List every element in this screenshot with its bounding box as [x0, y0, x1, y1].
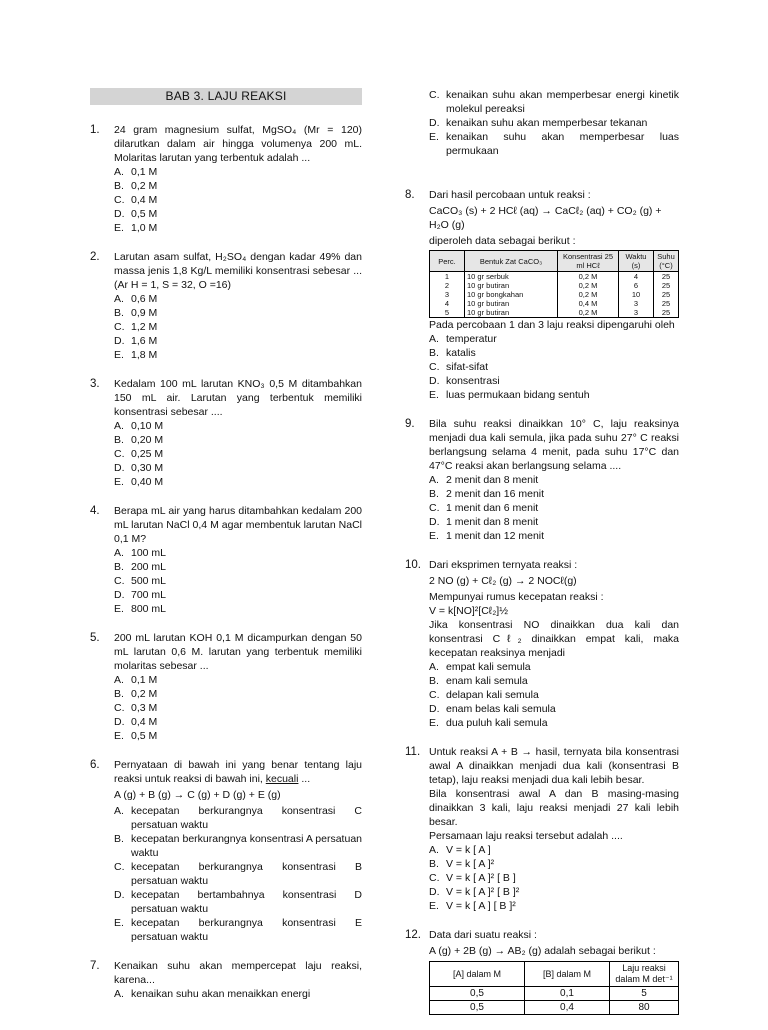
option-a[interactable]: A. 0,6 M	[114, 293, 158, 305]
question-number: 11.	[405, 746, 421, 758]
question-5	[90, 631, 362, 743]
table-row: 3 10 gr bongkahan 0,2 M 10 25	[430, 290, 679, 299]
option-c[interactable]: C. V = k [ A ]² [ B ]	[429, 872, 516, 884]
options	[429, 660, 679, 730]
option-e[interactable]: E. 0,40 M	[114, 476, 164, 488]
reaction-equation: CaCO₃ (s) + 2 HCℓ (aq) → CaCℓ₂ (aq) + CO₂ (g) + H₂O (g)	[429, 205, 662, 231]
option-b[interactable]: B. katalis	[429, 347, 476, 359]
option-b[interactable]: B. 0,2 M	[114, 688, 158, 700]
reaction-equation: A (g) + 2B (g) → AB₂ (g) adalah sebagai berikut :	[429, 945, 656, 957]
option-e[interactable]: E. luas permukaan bidang sentuh	[429, 389, 590, 401]
option-d[interactable]: D. kecepatan bertambahnya konsentrasi D persatuan waktu	[114, 889, 362, 915]
option-d[interactable]: D. V = k [ A ]² [ B ]²	[429, 886, 520, 898]
question-stem: Berapa mL air yang harus ditambahkan kedalam 200 mL larutan NaCl 0,4 M agar membentuk larutan NaCl 0,1 M?	[114, 505, 362, 545]
rate-law: V = k[NO]²[Cℓ₂]½	[429, 605, 508, 617]
question-stem: Dari eksprimen ternyata reaksi :	[429, 559, 578, 571]
question-stem: Dari hasil percobaan untuk reaksi :	[429, 189, 591, 201]
table-row: 0,5 0,4 80	[430, 1001, 679, 1015]
question-number: 10.	[405, 559, 421, 571]
left-column	[90, 88, 362, 1016]
option-d[interactable]: D. 0,5 M	[114, 208, 158, 220]
table-header: Perc.	[430, 251, 465, 272]
question-stem-3: Persamaan laju reaksi tersebut adalah ....	[429, 830, 623, 842]
table-header: [B] dalam M	[525, 962, 610, 987]
question-number: 3.	[90, 378, 100, 390]
question-stem-3: Jika konsentrasi NO dinaikkan dua kali dan konsentrasi Cℓ₂ dinaikkan empat kali, maka kecepatan reaksinya menjadi	[429, 619, 679, 659]
option-d[interactable]: D. 700 mL	[114, 589, 167, 601]
question-9	[405, 417, 679, 543]
question-stem: Data dari suatu reaksi :	[429, 929, 537, 941]
table-header: Suhu (°C)	[654, 251, 679, 272]
option-c[interactable]: C. 0,25 M	[114, 448, 164, 460]
option-d[interactable]: D. konsentrasi	[429, 375, 500, 387]
options	[114, 804, 362, 944]
question-1	[90, 123, 362, 235]
reaction-equation: A (g) + B (g) → C (g) + D (g) + E (g)	[114, 789, 281, 801]
option-e[interactable]: E. 1 menit dan 12 menit	[429, 530, 545, 542]
question-stem: Kenaikan suhu akan mempercepat laju reaksi, karena...	[114, 960, 362, 986]
question-11	[405, 745, 679, 913]
options	[114, 987, 362, 1001]
option-a[interactable]: A. kecepatan berkurangnya konsentrasi C persatuan waktu	[114, 805, 362, 831]
option-c[interactable]: C. 500 mL	[114, 575, 167, 587]
question-number: 5.	[90, 632, 100, 644]
question-stem: Bila suhu reaksi dinaikkan 10° C, laju reaksinya menjadi dua kali semula, jika pada suhu 27° C reaksi berlangsung selama 4 menit, pada suhu 17°C dan 47°C reaksi akan berlangsung selama ....	[429, 418, 679, 472]
option-b[interactable]: B. 0,20 M	[114, 434, 164, 446]
option-b[interactable]: B. kecepatan berkurangnya konsentrasi A persatuan waktu	[114, 833, 362, 859]
option-a[interactable]: A. kenaikan suhu akan menaikkan energi	[114, 988, 311, 1000]
question-stem: Larutan asam sulfat, H₂SO₄ dengan kadar 49% dan massa jenis 1,8 Kg/L memiliki konsentrasi sebesar ... (Ar H = 1, S = 32, O =16)	[114, 251, 362, 291]
question-stem: 24 gram magnesium sulfat, MgSO₄ (Mr = 120) dilarutkan dalam air hingga volumenya 200 mL. Molaritas larutan yang terbentuk adalah ...	[114, 124, 362, 164]
question-number: 8.	[405, 189, 415, 201]
option-d[interactable]: D. 1 menit dan 8 menit	[429, 516, 539, 528]
question-4	[90, 504, 362, 616]
table-row: 0,5 0,1 5	[430, 987, 679, 1001]
option-d[interactable]: D. 0,30 M	[114, 462, 164, 474]
question-stem-2: Bila konsentrasi awal A dan B masing-masing dinaikkan 3 kali, laju reaksi menjadi 27 kali lebih besar.	[429, 788, 679, 828]
question-number: 7.	[90, 960, 100, 972]
table-header-row	[430, 251, 679, 272]
question-stem: Kedalam 100 mL larutan KNO₃ 0,5 M ditambahkan 150 mL air. Larutan yang terbentuk memiliki konsentrasi sebesar ....	[114, 378, 362, 418]
question-number: 4.	[90, 505, 100, 517]
table-row: 4 10 gr butiran 0,4 M 3 25	[430, 299, 679, 308]
question-6	[90, 758, 362, 944]
question-number: 9.	[405, 418, 415, 430]
option-e[interactable]: E. dua puluh kali semula	[429, 717, 548, 729]
options	[114, 673, 362, 743]
option-a[interactable]: A. 2 menit dan 8 menit	[429, 474, 539, 486]
option-d[interactable]: D. kenaikan suhu akan memperbesar tekanan	[429, 117, 648, 129]
option-c[interactable]: C. 0,4 M	[114, 194, 158, 206]
option-e[interactable]: E. kenaikan suhu akan memperbesar luas permukaan	[429, 131, 679, 157]
table-row: 2 10 gr butiran 0,2 M 6 25	[430, 281, 679, 290]
table-header: Laju reaksi dalam M det⁻¹	[610, 962, 679, 987]
experiment-table	[429, 250, 679, 318]
options	[114, 165, 362, 235]
option-b[interactable]: B. 0,2 M	[114, 180, 158, 192]
option-e[interactable]: E. 800 mL	[114, 603, 167, 615]
question-number: 1.	[90, 124, 100, 136]
emphasis-kecuali: kecuali	[265, 773, 299, 785]
option-a[interactable]: A. 0,1 M	[114, 166, 158, 178]
question-number: 2.	[90, 251, 100, 263]
options	[429, 88, 679, 158]
options	[429, 843, 679, 913]
options	[429, 332, 679, 402]
right-column	[405, 88, 679, 1030]
option-e[interactable]: E. 0,5 M	[114, 730, 158, 742]
option-b[interactable]: B. 200 mL	[114, 561, 167, 573]
table-header: Waktu (s)	[619, 251, 654, 272]
options	[114, 419, 362, 489]
option-b[interactable]: B. V = k [ A ]²	[429, 858, 495, 870]
chapter-title: BAB 3. LAJU REAKSI	[90, 88, 362, 105]
table-row: 5 10 gr butiran 0,2 M 3 25	[430, 308, 679, 318]
table-row: 1 10 gr serbuk 0,2 M 4 25	[430, 272, 679, 282]
table-header-row	[430, 962, 679, 987]
reaction-equation: 2 NO (g) + Cℓ₂ (g) → 2 NOCℓ(g)	[429, 575, 577, 587]
question-10	[405, 558, 679, 730]
option-e[interactable]: E. 1,0 M	[114, 222, 158, 234]
question-stem-2: Mempunyai rumus kecepatan reaksi :	[429, 591, 604, 603]
question-stem: Untuk reaksi A + B → hasil, ternyata bila konsentrasi awal A dinaikkan menjadi dua kali (konsentrasi B tetap), laju reaksi menjadi dua kali lebih besar.	[429, 746, 679, 786]
question-number: 12.	[405, 929, 421, 941]
table-header: Bentuk Zat CaCO₃	[465, 251, 558, 272]
option-c[interactable]: C. delapan kali semula	[429, 689, 539, 701]
option-a[interactable]: A. 0,10 M	[114, 420, 164, 432]
option-e[interactable]: E. 1,8 M	[114, 349, 158, 361]
table-header: [A] dalam M	[430, 962, 525, 987]
option-a[interactable]: A. 0,1 M	[114, 674, 158, 686]
option-b[interactable]: B. 0,9 M	[114, 307, 158, 319]
option-d[interactable]: D. 1,6 M	[114, 335, 158, 347]
option-b[interactable]: B. enam kali semula	[429, 675, 528, 687]
question-8	[405, 188, 679, 402]
option-c[interactable]: C. 1 menit dan 6 menit	[429, 502, 539, 514]
rate-data-table	[429, 961, 679, 1015]
question-2	[90, 250, 362, 362]
option-e[interactable]: E. kecepatan berkurangnya konsentrasi E persatuan waktu	[114, 917, 362, 943]
question-number: 6.	[90, 759, 100, 771]
option-c[interactable]: C. kecepatan berkurangnya konsentrasi B persatuan waktu	[114, 861, 362, 887]
question-7	[90, 959, 362, 1001]
option-b[interactable]: B. 2 menit dan 16 menit	[429, 488, 545, 500]
question-12	[405, 928, 679, 1015]
option-c[interactable]: C. sifat-sifat	[429, 361, 489, 373]
option-a[interactable]: A. 100 mL	[114, 547, 167, 559]
options	[114, 292, 362, 362]
question-stem-3: Pada percobaan 1 dan 3 laju reaksi dipengaruhi oleh	[429, 319, 675, 331]
option-d[interactable]: D. enam belas kali semula	[429, 703, 556, 715]
option-a[interactable]: A. V = k [ A ]	[429, 844, 491, 856]
option-c[interactable]: C. 0,3 M	[114, 702, 158, 714]
option-a[interactable]: A. empat kali semula	[429, 661, 531, 673]
question-7-continued	[405, 88, 679, 158]
options	[429, 473, 679, 543]
option-e[interactable]: E. V = k [ A ] [ B ]²	[429, 900, 516, 912]
table-header: Konsentrasi 25 ml HCℓ	[558, 251, 619, 272]
option-d[interactable]: D. 0,4 M	[114, 716, 158, 728]
option-c[interactable]: C. kenaikan suhu akan memperbesar energi kinetik molekul pereaksi	[429, 89, 679, 115]
question-stem: 200 mL larutan KOH 0,1 M dicampurkan dengan 50 mL larutan 0,6 M. larutan yang terbentuk memiliki molaritas sebesar ...	[114, 632, 362, 672]
question-stem-2: diperoleh data sebagai berikut :	[429, 235, 576, 247]
options	[114, 546, 362, 616]
question-stem: Pernyataan di bawah ini yang benar tentang laju reaksi untuk reaksi di bawah ini, kecuali ...	[114, 759, 362, 785]
option-a[interactable]: A. temperatur	[429, 333, 497, 345]
question-3	[90, 377, 362, 489]
option-c[interactable]: C. 1,2 M	[114, 321, 158, 333]
